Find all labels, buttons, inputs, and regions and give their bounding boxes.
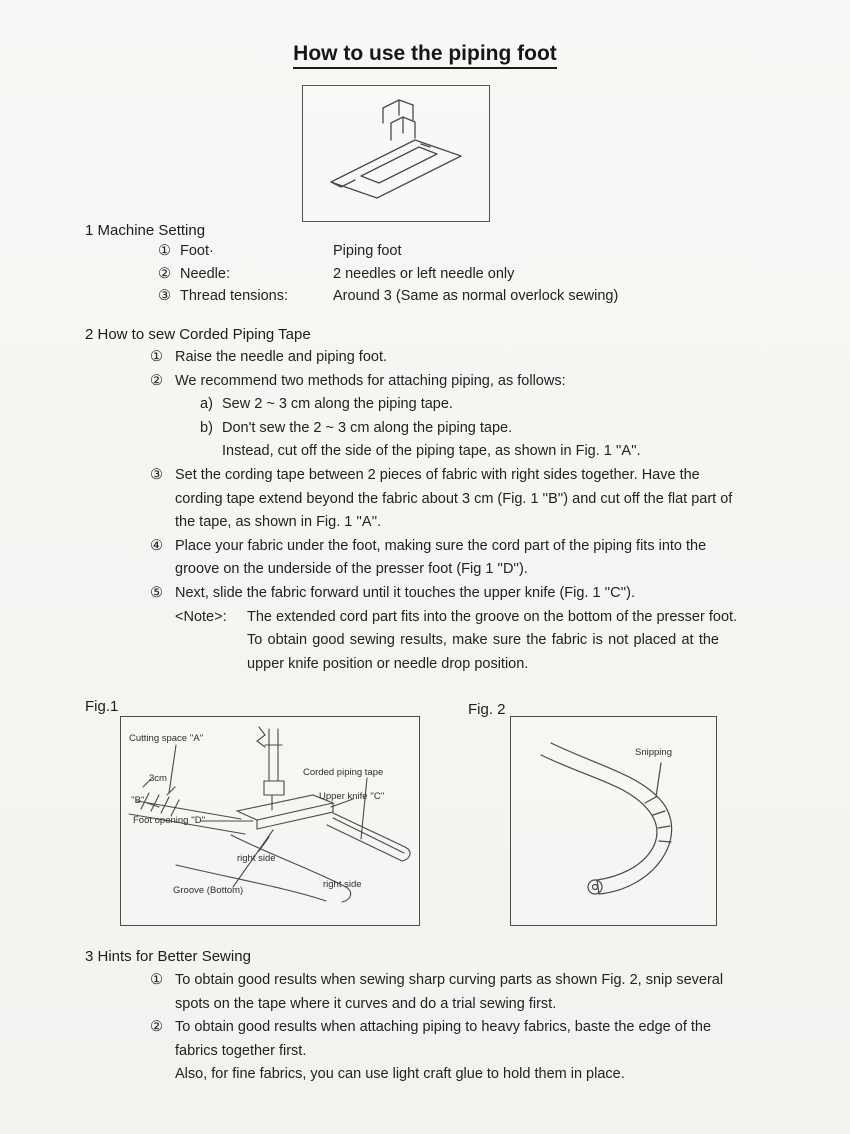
hint-2-continuation: Also, for fine fabrics, you can use light craft glue to hold them in place.: [175, 1066, 625, 1083]
item-number: ⑤: [150, 584, 163, 601]
item-number: ②: [150, 372, 163, 389]
page-title-text: How to use the piping foot: [293, 42, 557, 69]
section-heading-machine-setting: 1 Machine Setting: [85, 222, 206, 239]
figure-2: [510, 716, 717, 926]
item-number: ②: [150, 1019, 163, 1036]
step-2b: [200, 417, 744, 441]
item-number: ④: [150, 537, 163, 554]
setting-label: Needle:: [180, 265, 230, 282]
setting-row: [158, 285, 618, 308]
item-number: ①: [150, 972, 163, 988]
setting-value: Around 3 (Same as normal overlock sewing): [333, 288, 619, 304]
fig1-label-corded-tape: Corded piping tape: [303, 767, 384, 778]
figure-1: [120, 716, 420, 926]
setting-label: Thread tensions:: [180, 288, 289, 304]
hint-text: To obtain good results when attaching piping to heavy fabrics, baste the edge of the fabrics together first.: [175, 1019, 712, 1059]
fig1-label-right-side-2: right side: [323, 879, 362, 890]
step-2b-continuation: Instead, cut off the side of the piping tape, as shown in Fig. 1 ''A''.: [222, 443, 641, 460]
sub-item-label: a): [200, 396, 213, 413]
page-title: [0, 42, 850, 66]
item-number: ①: [150, 349, 163, 365]
hints-steps: [150, 969, 750, 1087]
sub-item-label: b): [200, 419, 213, 436]
section-heading-hints: 3 Hints for Better Sewing: [85, 948, 251, 965]
figure-2-drawing: [511, 717, 716, 925]
item-number: ③: [150, 466, 163, 483]
step-2a: [200, 393, 744, 417]
fig1-label-cutting-space: Cutting space ''A'': [129, 733, 204, 744]
machine-setting-list: [158, 240, 618, 308]
fig1-label-groove: Groove (Bottom): [173, 885, 244, 896]
setting-label: Foot·: [180, 243, 214, 259]
fig1-label-upper-knife: Upper knife ''C'': [319, 791, 385, 802]
fig2-caption: Fig. 2: [468, 701, 506, 718]
step-3: [150, 464, 744, 535]
note-text-2: To obtain good sewing results, make sure the fabric is not placed at the upper knife position or needle drop position.: [247, 632, 719, 672]
section-heading-how-to-sew: 2 How to sew Corded Piping Tape: [85, 326, 311, 343]
note-row: [175, 606, 744, 630]
fig1-label-3cm: 3cm: [149, 773, 167, 784]
sub-item-text: Sew 2 ~ 3 cm along the piping tape.: [222, 396, 453, 413]
fig1-label-foot-opening: Foot opening ''D'': [133, 815, 206, 826]
how-to-sew-steps: [150, 346, 744, 676]
step-4: [150, 535, 744, 582]
sub-item-text: Don't sew the 2 ~ 3 cm along the piping tape.: [222, 419, 513, 436]
piping-foot-illustration: [302, 85, 490, 222]
step-text: Place your fabric under the foot, making sure the cord part of the piping fits into the groove on the underside of the presser foot (Fig 1 ''D'').: [175, 537, 707, 578]
step-2: [150, 370, 744, 394]
step-text: Next, slide the fabric forward until it touches the upper knife (Fig. 1 ''C'').: [175, 584, 635, 601]
setting-row: [158, 240, 618, 263]
setting-value: Piping foot: [333, 243, 402, 259]
fig1-label-right-side-1: right side: [237, 853, 276, 864]
step-text: Raise the needle and piping foot.: [175, 349, 388, 365]
piping-foot-drawing: [303, 86, 489, 221]
item-number: ①: [158, 243, 171, 259]
hint-2: [150, 1016, 750, 1063]
note-label: <Note>:: [175, 608, 227, 625]
step-text: We recommend two methods for attaching piping, as follows:: [175, 372, 566, 389]
fig1-label-b: ''B'': [131, 795, 145, 806]
setting-value: 2 needles or left needle only: [333, 265, 515, 282]
step-5: [150, 582, 744, 606]
item-number: ③: [158, 288, 171, 304]
step-text: Set the cording tape between 2 pieces of fabric with right sides together. Have the cording tape extend beyond the fabric about 3 cm (Fig. 1 ''B'') and cut off the flat part of the tape, as shown in Fig. 1 ''A''.: [175, 466, 733, 531]
fig2-label-snipping: Snipping: [635, 747, 672, 758]
item-number: ②: [158, 265, 171, 282]
hint-1: [150, 969, 750, 1016]
hint-text: To obtain good results when sewing sharp curving parts as shown Fig. 2, snip several spots on the tape where it curves and do a trial sewing first.: [175, 972, 724, 1012]
fig1-caption: Fig.1: [85, 698, 119, 715]
setting-row: [158, 263, 618, 286]
note-text: The extended cord part fits into the groove on the bottom of the presser foot.: [247, 608, 738, 625]
step-1: [150, 346, 744, 370]
